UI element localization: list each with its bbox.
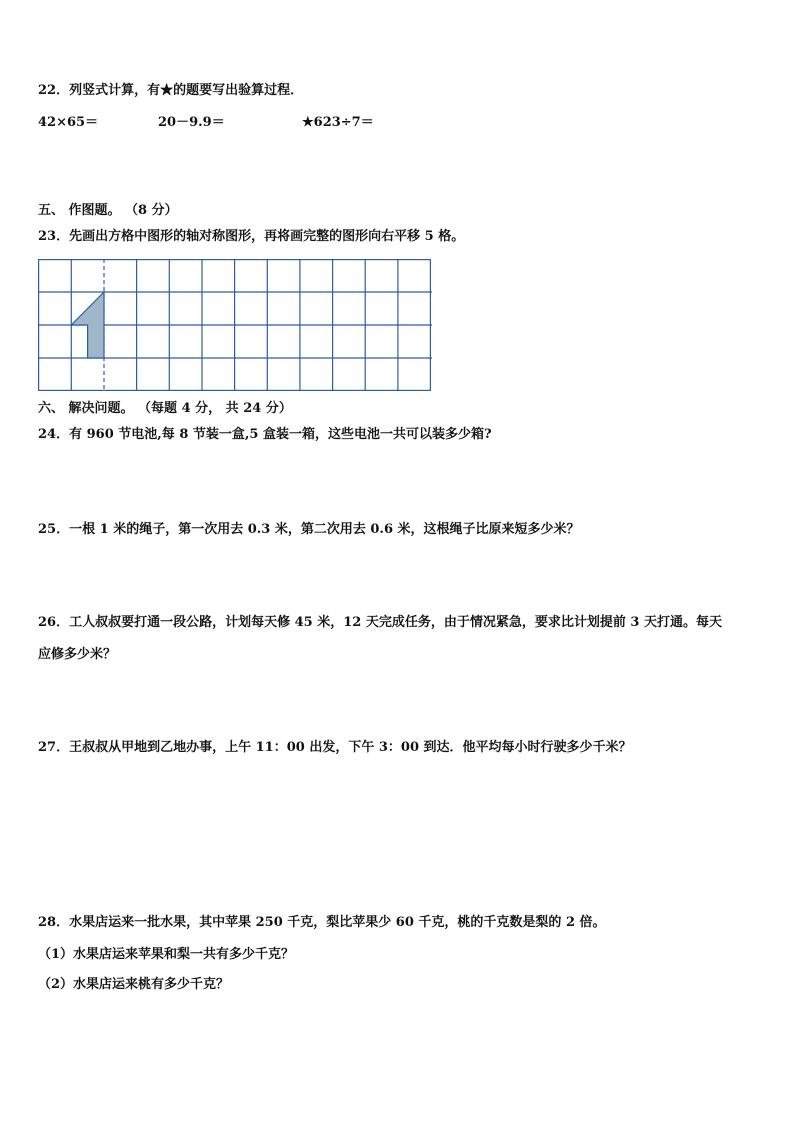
drawing-grid bbox=[38, 259, 432, 393]
question-23-title: 23．先画出方格中图形的轴对称图形，再将画完整的图形向右平移 5 格。 bbox=[38, 229, 465, 244]
question-28-sub-2: （2）水果店运来桃有多少千克？ bbox=[38, 977, 230, 992]
section-6-heading: 六、 解决问题。 （每题 4 分， 共 24 分） bbox=[38, 401, 292, 416]
shaded-shape bbox=[71, 292, 104, 358]
question-26-line-1: 26．工人叔叔要打通一段公路，计划每天修 45 米，12 天完成任务，由于情况紧急，要求比计划提前 3 天打通。每天 bbox=[38, 615, 722, 630]
question-22-title: 22．列竖式计算，有★的题要写出验算过程． bbox=[38, 83, 304, 98]
question-27: 27．王叔叔从甲地到乙地办事，上午 11：00 出发，下午 3：00 到达．他平均每小时行驶多少千米？ bbox=[38, 740, 632, 755]
section-5-heading: 五、 作图题。 （8 分） bbox=[38, 203, 178, 218]
question-25: 25．一根 1 米的绳子，第一次用去 0.3 米，第二次用去 0.6 米，这根绳子比原来短多少米？ bbox=[38, 522, 580, 537]
calc-item-2: 20－9.9＝ bbox=[158, 115, 225, 130]
question-26-line-2: 应修多少米？ bbox=[38, 647, 117, 662]
calc-item-1: 42×65＝ bbox=[38, 115, 99, 130]
question-24: 24．有 960 节电池,每 8 节装一盒,5 盒装一箱，这些电池一共可以装多少箱? bbox=[38, 427, 492, 442]
question-28-sub-1: （1）水果店运来苹果和梨一共有多少千克？ bbox=[38, 947, 295, 962]
question-28-title: 28．水果店运来一批水果，其中苹果 250 千克，梨比苹果少 60 千克，桃的千克数是梨的 2 倍。 bbox=[38, 915, 606, 930]
calc-item-3: ★623÷7＝ bbox=[302, 115, 374, 130]
